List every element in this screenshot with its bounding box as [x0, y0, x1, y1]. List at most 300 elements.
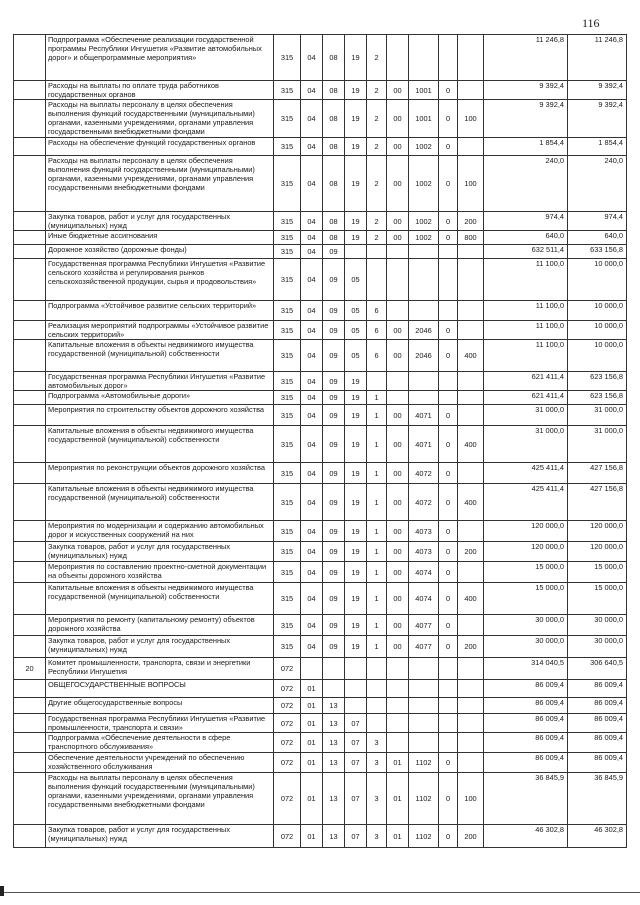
- row-number: [14, 636, 46, 658]
- amount-year-2: 633 156,8: [568, 245, 627, 259]
- code-activity: 01: [387, 773, 409, 825]
- amount-year-1: 15 000,0: [484, 583, 568, 615]
- code-expense-type: [458, 321, 484, 340]
- row-name: Капитальные вложения в объекты недвижимого имущества государственной (муниципальной) собственности: [46, 340, 274, 372]
- code-section: 04: [301, 212, 323, 231]
- code-ministry: 072: [274, 698, 301, 714]
- code-ministry: 315: [274, 615, 301, 636]
- code-extra: [439, 733, 458, 753]
- amount-year-1: 30 000,0: [484, 615, 568, 636]
- code-activity: 00: [387, 156, 409, 212]
- table-row: [14, 259, 627, 301]
- code-subsection: 09: [323, 245, 345, 259]
- code-program: [345, 658, 367, 680]
- code-subsection: 09: [323, 484, 345, 521]
- code-expense-type: 800: [458, 231, 484, 245]
- code-subsection: 09: [323, 583, 345, 615]
- row-name: Расходы на выплаты персоналу в целях обеспечения выполнения функций государственными (муниципальными) органами, казенными учреждениями, органами управления государственными внебюджетными фондами: [46, 156, 274, 212]
- table-row: [14, 773, 627, 825]
- code-subprogram: 6: [367, 340, 387, 372]
- amount-year-2: 11 246,8: [568, 35, 627, 81]
- code-program: 19: [345, 463, 367, 484]
- amount-year-2: 36 845,9: [568, 773, 627, 825]
- code-program: 19: [345, 391, 367, 405]
- code-subsection: 08: [323, 35, 345, 81]
- code-activity: 00: [387, 231, 409, 245]
- row-number: [14, 615, 46, 636]
- amount-year-1: 11 100,0: [484, 259, 568, 301]
- code-direction: 1002: [409, 156, 439, 212]
- amount-year-2: 120 000,0: [568, 521, 627, 542]
- code-extra: 0: [439, 753, 458, 773]
- row-number: [14, 372, 46, 391]
- code-activity: 01: [387, 753, 409, 773]
- code-ministry: 315: [274, 391, 301, 405]
- code-extra: 0: [439, 521, 458, 542]
- row-name: Подпрограмма «Автомобильные дороги»: [46, 391, 274, 405]
- amount-year-2: 10 000,0: [568, 301, 627, 321]
- code-subprogram: 1: [367, 636, 387, 658]
- code-subsection: 09: [323, 340, 345, 372]
- table-row: [14, 562, 627, 583]
- code-extra: [439, 245, 458, 259]
- table-row: [14, 321, 627, 340]
- code-expense-type: [458, 658, 484, 680]
- code-section: 01: [301, 753, 323, 773]
- code-section: 04: [301, 35, 323, 81]
- code-section: 04: [301, 100, 323, 138]
- table-row: [14, 231, 627, 245]
- row-name: Подпрограмма «Обеспечение деятельности в сфере транспортного обслуживания»: [46, 733, 274, 753]
- amount-year-1: 86 009,4: [484, 753, 568, 773]
- code-activity: 00: [387, 463, 409, 484]
- code-extra: [439, 680, 458, 698]
- table-row: [14, 714, 627, 733]
- code-direction: 4077: [409, 636, 439, 658]
- code-section: 04: [301, 156, 323, 212]
- scan-mark: [0, 886, 4, 896]
- amount-year-2: 15 000,0: [568, 562, 627, 583]
- amount-year-2: 31 000,0: [568, 405, 627, 426]
- row-name: Подпрограмма «Обеспечение реализации государственной программы Республики Ингушетия «Развитие автомобильных дорог» и общепрограммные мероприятия»: [46, 35, 274, 81]
- amount-year-1: 621 411,4: [484, 372, 568, 391]
- row-name: Мероприятия по строительству объектов дорожного хозяйства: [46, 405, 274, 426]
- code-subprogram: 2: [367, 156, 387, 212]
- code-expense-type: [458, 521, 484, 542]
- code-subsection: 09: [323, 301, 345, 321]
- amount-year-2: 120 000,0: [568, 542, 627, 562]
- row-number: [14, 301, 46, 321]
- code-subsection: [323, 658, 345, 680]
- code-expense-type: 200: [458, 636, 484, 658]
- amount-year-2: 86 009,4: [568, 680, 627, 698]
- code-program: 19: [345, 542, 367, 562]
- code-program: 07: [345, 714, 367, 733]
- code-section: [301, 658, 323, 680]
- code-subsection: 13: [323, 698, 345, 714]
- amount-year-1: 9 392,4: [484, 100, 568, 138]
- code-extra: [439, 372, 458, 391]
- amount-year-2: 623 156,8: [568, 372, 627, 391]
- code-program: 19: [345, 81, 367, 100]
- row-number: [14, 321, 46, 340]
- code-direction: [409, 35, 439, 81]
- code-subprogram: 1: [367, 426, 387, 463]
- code-program: 07: [345, 733, 367, 753]
- code-extra: 0: [439, 405, 458, 426]
- code-ministry: 315: [274, 100, 301, 138]
- row-name: Капитальные вложения в объекты недвижимого имущества государственной (муниципальной) собственности: [46, 484, 274, 521]
- row-number: [14, 212, 46, 231]
- amount-year-1: 86 009,4: [484, 698, 568, 714]
- code-section: 04: [301, 81, 323, 100]
- code-program: 05: [345, 259, 367, 301]
- code-direction: 1002: [409, 231, 439, 245]
- code-extra: 0: [439, 825, 458, 848]
- amount-year-2: 10 000,0: [568, 321, 627, 340]
- code-activity: [387, 391, 409, 405]
- code-direction: 4071: [409, 405, 439, 426]
- row-name: Государственная программа Республики Ингушетия «Развитие сельского хозяйства и регулирования рынков сельскохозяйственной продукции, сырья и продовольствия»: [46, 259, 274, 301]
- code-expense-type: 200: [458, 825, 484, 848]
- code-activity: 00: [387, 340, 409, 372]
- row-name: Подпрограмма «Устойчивое развитие сельских территорий»: [46, 301, 274, 321]
- code-activity: [387, 259, 409, 301]
- code-extra: 0: [439, 156, 458, 212]
- page-number: 116: [582, 16, 600, 30]
- code-ministry: 315: [274, 231, 301, 245]
- code-program: [345, 698, 367, 714]
- code-program: 19: [345, 405, 367, 426]
- table-row: [14, 636, 627, 658]
- code-program: 19: [345, 372, 367, 391]
- table-row: [14, 245, 627, 259]
- code-extra: 0: [439, 340, 458, 372]
- code-expense-type: [458, 714, 484, 733]
- code-subsection: 09: [323, 521, 345, 542]
- code-direction: 1102: [409, 753, 439, 773]
- row-number: [14, 463, 46, 484]
- row-name: Государственная программа Республики Ингушетия «Развитие автомобильных дорог»: [46, 372, 274, 391]
- amount-year-2: 86 009,4: [568, 698, 627, 714]
- code-activity: 01: [387, 825, 409, 848]
- row-name: Закупка товаров, работ и услуг для государственных (муниципальных) нужд: [46, 542, 274, 562]
- row-number: [14, 825, 46, 848]
- code-extra: [439, 698, 458, 714]
- row-name: Обеспечение деятельности учреждений по обеспечению хозяйственного обслуживания: [46, 753, 274, 773]
- row-name: Другие общегосударственные вопросы: [46, 698, 274, 714]
- code-direction: [409, 391, 439, 405]
- code-extra: [439, 35, 458, 81]
- code-extra: 0: [439, 636, 458, 658]
- row-name: Закупка товаров, работ и услуг для государственных (муниципальных) нужд: [46, 825, 274, 848]
- row-number: [14, 583, 46, 615]
- row-name: Дорожное хозяйство (дорожные фонды): [46, 245, 274, 259]
- code-subsection: 09: [323, 391, 345, 405]
- code-ministry: 072: [274, 733, 301, 753]
- code-extra: [439, 301, 458, 321]
- code-subprogram: 2: [367, 138, 387, 156]
- row-number: [14, 259, 46, 301]
- code-activity: [387, 372, 409, 391]
- code-extra: 0: [439, 583, 458, 615]
- code-subprogram: [367, 658, 387, 680]
- code-section: 04: [301, 542, 323, 562]
- code-subprogram: 1: [367, 484, 387, 521]
- table-row: [14, 301, 627, 321]
- code-program: 19: [345, 521, 367, 542]
- code-subprogram: [367, 245, 387, 259]
- code-program: 19: [345, 35, 367, 81]
- row-name: Расходы на обеспечение функций государственных органов: [46, 138, 274, 156]
- row-number: [14, 753, 46, 773]
- code-activity: 00: [387, 321, 409, 340]
- code-subsection: 09: [323, 463, 345, 484]
- table-row: [14, 484, 627, 521]
- code-activity: 00: [387, 583, 409, 615]
- row-number: [14, 426, 46, 463]
- code-activity: [387, 35, 409, 81]
- code-subsection: 09: [323, 321, 345, 340]
- amount-year-1: 30 000,0: [484, 636, 568, 658]
- amount-year-2: 30 000,0: [568, 615, 627, 636]
- code-program: [345, 680, 367, 698]
- code-expense-type: [458, 405, 484, 426]
- amount-year-2: 86 009,4: [568, 714, 627, 733]
- code-activity: 00: [387, 484, 409, 521]
- code-ministry: 315: [274, 583, 301, 615]
- code-expense-type: [458, 615, 484, 636]
- row-number: [14, 733, 46, 753]
- row-name: Расходы на выплаты персоналу в целях обеспечения выполнения функций государственными (муниципальными) органами, казенными учреждениями, органами управления государственными внебюджетными фондами: [46, 100, 274, 138]
- row-number: [14, 156, 46, 212]
- code-subprogram: 2: [367, 81, 387, 100]
- code-section: 04: [301, 463, 323, 484]
- code-section: 04: [301, 484, 323, 521]
- code-ministry: 072: [274, 773, 301, 825]
- code-subsection: 09: [323, 542, 345, 562]
- code-direction: [409, 698, 439, 714]
- code-subprogram: 1: [367, 391, 387, 405]
- amount-year-2: 9 392,4: [568, 100, 627, 138]
- code-direction: [409, 259, 439, 301]
- code-extra: 0: [439, 138, 458, 156]
- amount-year-1: 86 009,4: [484, 733, 568, 753]
- code-expense-type: [458, 698, 484, 714]
- code-ministry: 315: [274, 340, 301, 372]
- code-subsection: 09: [323, 562, 345, 583]
- code-activity: 00: [387, 81, 409, 100]
- code-subprogram: 2: [367, 231, 387, 245]
- code-activity: [387, 658, 409, 680]
- code-ministry: 315: [274, 245, 301, 259]
- row-name: ОБЩЕГОСУДАРСТВЕННЫЕ ВОПРОСЫ: [46, 680, 274, 698]
- code-extra: [439, 391, 458, 405]
- code-subprogram: [367, 680, 387, 698]
- code-subprogram: 3: [367, 753, 387, 773]
- amount-year-1: 46 302,8: [484, 825, 568, 848]
- code-ministry: 315: [274, 562, 301, 583]
- code-activity: [387, 301, 409, 321]
- code-subprogram: 1: [367, 521, 387, 542]
- row-number: [14, 138, 46, 156]
- code-ministry: 315: [274, 35, 301, 81]
- code-activity: 00: [387, 405, 409, 426]
- code-section: 04: [301, 521, 323, 542]
- code-section: 01: [301, 773, 323, 825]
- amount-year-2: 427 156,8: [568, 484, 627, 521]
- row-number: [14, 714, 46, 733]
- code-expense-type: 400: [458, 426, 484, 463]
- code-expense-type: 100: [458, 773, 484, 825]
- code-expense-type: 100: [458, 100, 484, 138]
- code-extra: 0: [439, 212, 458, 231]
- amount-year-2: 9 392,4: [568, 81, 627, 100]
- code-activity: 00: [387, 426, 409, 463]
- code-subprogram: 1: [367, 463, 387, 484]
- amount-year-1: 31 000,0: [484, 405, 568, 426]
- code-section: 01: [301, 825, 323, 848]
- row-number: [14, 680, 46, 698]
- code-program: 19: [345, 615, 367, 636]
- code-activity: 00: [387, 138, 409, 156]
- code-section: 04: [301, 138, 323, 156]
- amount-year-1: 120 000,0: [484, 542, 568, 562]
- amount-year-1: 425 411,4: [484, 463, 568, 484]
- code-ministry: 315: [274, 259, 301, 301]
- row-number: [14, 100, 46, 138]
- code-expense-type: 400: [458, 340, 484, 372]
- row-name: Расходы на выплаты по оплате труда работников государственных органов: [46, 81, 274, 100]
- code-program: 19: [345, 426, 367, 463]
- code-direction: 1001: [409, 81, 439, 100]
- code-direction: [409, 372, 439, 391]
- code-section: 04: [301, 583, 323, 615]
- code-direction: 1001: [409, 100, 439, 138]
- code-direction: 4077: [409, 615, 439, 636]
- code-extra: 0: [439, 231, 458, 245]
- code-program: 19: [345, 156, 367, 212]
- code-section: 04: [301, 340, 323, 372]
- table-row: [14, 521, 627, 542]
- amount-year-1: 11 246,8: [484, 35, 568, 81]
- code-section: 04: [301, 391, 323, 405]
- code-activity: [387, 714, 409, 733]
- code-program: 19: [345, 562, 367, 583]
- code-extra: 0: [439, 615, 458, 636]
- table-row: [14, 138, 627, 156]
- code-program: 05: [345, 340, 367, 372]
- amount-year-1: 36 845,9: [484, 773, 568, 825]
- table-row: [14, 156, 627, 212]
- code-subsection: 09: [323, 615, 345, 636]
- table-row: [14, 753, 627, 773]
- code-program: 19: [345, 636, 367, 658]
- code-section: 04: [301, 245, 323, 259]
- code-extra: 0: [439, 426, 458, 463]
- amount-year-1: 632 511,4: [484, 245, 568, 259]
- code-subsection: 09: [323, 259, 345, 301]
- code-direction: 4072: [409, 463, 439, 484]
- code-extra: [439, 259, 458, 301]
- code-program: 05: [345, 321, 367, 340]
- code-subprogram: 3: [367, 733, 387, 753]
- code-subsection: 08: [323, 138, 345, 156]
- row-name: Капитальные вложения в объекты недвижимого имущества государственной (муниципальной) собственности: [46, 426, 274, 463]
- row-number: [14, 391, 46, 405]
- code-direction: [409, 301, 439, 321]
- amount-year-1: 15 000,0: [484, 562, 568, 583]
- code-ministry: 315: [274, 212, 301, 231]
- code-subprogram: 2: [367, 212, 387, 231]
- code-program: 19: [345, 100, 367, 138]
- code-section: 04: [301, 405, 323, 426]
- code-section: 01: [301, 733, 323, 753]
- code-subprogram: 1: [367, 405, 387, 426]
- code-activity: 00: [387, 636, 409, 658]
- code-section: 04: [301, 231, 323, 245]
- code-subsection: 08: [323, 81, 345, 100]
- code-direction: [409, 733, 439, 753]
- table-row: [14, 583, 627, 615]
- code-ministry: 315: [274, 426, 301, 463]
- table-row: [14, 615, 627, 636]
- code-activity: 00: [387, 212, 409, 231]
- code-activity: 00: [387, 521, 409, 542]
- table-row: [14, 340, 627, 372]
- amount-year-2: 623 156,8: [568, 391, 627, 405]
- code-subsection: 09: [323, 372, 345, 391]
- code-section: 04: [301, 615, 323, 636]
- table-row: [14, 542, 627, 562]
- code-subprogram: 2: [367, 35, 387, 81]
- code-section: 04: [301, 321, 323, 340]
- code-subprogram: 6: [367, 301, 387, 321]
- code-expense-type: [458, 259, 484, 301]
- code-subprogram: [367, 714, 387, 733]
- code-program: 07: [345, 773, 367, 825]
- amount-year-1: 974,4: [484, 212, 568, 231]
- code-ministry: 315: [274, 301, 301, 321]
- code-direction: 4073: [409, 542, 439, 562]
- amount-year-1: 11 100,0: [484, 301, 568, 321]
- amount-year-2: 86 009,4: [568, 733, 627, 753]
- code-extra: 0: [439, 562, 458, 583]
- code-extra: 0: [439, 321, 458, 340]
- code-direction: 4074: [409, 562, 439, 583]
- row-name: Реализация мероприятий подпрограммы «Устойчивое развитие сельских территорий»: [46, 321, 274, 340]
- code-extra: 0: [439, 100, 458, 138]
- table-row: [14, 426, 627, 463]
- code-subprogram: 1: [367, 542, 387, 562]
- amount-year-1: 86 009,4: [484, 714, 568, 733]
- code-subsection: 13: [323, 714, 345, 733]
- table-row: [14, 100, 627, 138]
- code-ministry: 072: [274, 680, 301, 698]
- code-ministry: 072: [274, 753, 301, 773]
- code-activity: [387, 698, 409, 714]
- row-number: [14, 405, 46, 426]
- code-extra: 0: [439, 463, 458, 484]
- table-row: [14, 81, 627, 100]
- code-ministry: 315: [274, 321, 301, 340]
- code-direction: [409, 245, 439, 259]
- amount-year-2: 86 009,4: [568, 753, 627, 773]
- code-activity: 00: [387, 100, 409, 138]
- code-subprogram: [367, 698, 387, 714]
- code-direction: 1002: [409, 138, 439, 156]
- code-expense-type: [458, 680, 484, 698]
